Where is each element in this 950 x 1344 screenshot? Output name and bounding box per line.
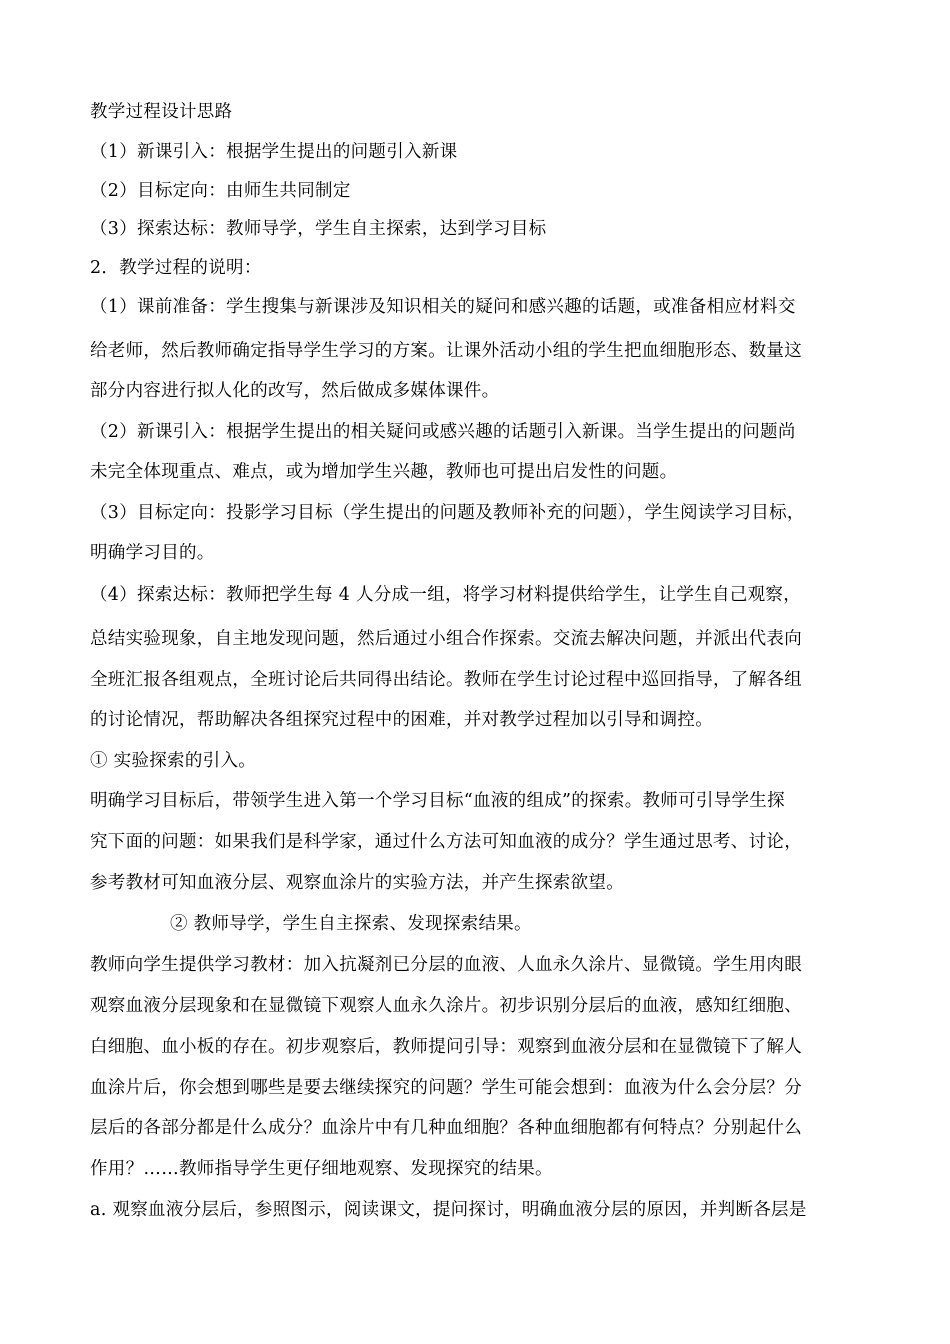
paragraph-line: 观察血液分层现象和在显微镜下观察人血永久涂片。初步识别分层后的血液，感知红细胞、 bbox=[90, 996, 802, 1016]
approach-item-2: （2）目标定向：由师生共同制定 bbox=[90, 181, 351, 201]
paragraph-line: 白细胞、血小板的存在。初步观察后，教师提问引导：观察到血液分层和在显微镜下了解人 bbox=[90, 1037, 802, 1057]
paragraph-line: （2）新课引入：根据学生提出的相关疑问或感兴趣的话题引入新课。当学生提出的问题尚 bbox=[90, 422, 796, 442]
heading-design-approach: 教学过程设计思路 bbox=[90, 102, 233, 122]
paragraph-line: 给老师，然后教师确定指导学生学习的方案。让课外活动小组的学生把血细胞形态、数量这 bbox=[90, 341, 802, 361]
paragraph-line: 层后的各部分都是什么成分？血涂片中有几种血细胞？各种血细胞都有何特点？分别起什么 bbox=[90, 1118, 802, 1138]
paragraph-line: 部分内容进行拟人化的改写，然后做成多媒体课件。 bbox=[90, 381, 500, 401]
paragraph-line: 参考教材可知血液分层、观察血涂片的实验方法，并产生探索欲望。 bbox=[90, 873, 624, 893]
paragraph-line: 究下面的问题：如果我们是科学家，通过什么方法可知血液的成分？学生通过思考、讨论， bbox=[90, 832, 802, 852]
paragraph-line: 明确学习目的。 bbox=[90, 543, 215, 563]
paragraph-line: （1）课前准备：学生搜集与新课涉及知识相关的疑问和感兴趣的话题，或准备相应材料交 bbox=[90, 297, 796, 317]
paragraph-line: 教师向学生提供学习教材：加入抗凝剂已分层的血液、人血永久涂片、显微镜。学生用肉眼 bbox=[90, 955, 802, 975]
paragraph-line: （4）探索达标：教师把学生每 4 人分成一组，将学习材料提供给学生，让学生自己观察， bbox=[90, 585, 801, 605]
paragraph-line: 全班汇报各组观点，全班讨论后共同得出结论。教师在学生讨论过程中巡回指导，了解各组 bbox=[90, 670, 802, 690]
heading-process-notes: 2．教学过程的说明： bbox=[90, 258, 262, 278]
paragraph-line: a. 观察血液分层后，参照图示，阅读课文，提问探讨，明确血液分层的原因，并判断各层是 bbox=[90, 1200, 807, 1220]
paragraph-line: 明确学习目标后，带领学生进入第一个学习目标“血液的组成”的探索。教师可引导学生探 bbox=[90, 791, 785, 811]
paragraph-line: （3）目标定向：投影学习目标（学生提出的问题及教师补充的问题），学生阅读学习目标， bbox=[90, 503, 805, 523]
paragraph-line: 未完全体现重点、难点，或为增加学生兴趣，教师也可提出启发性的问题。 bbox=[90, 462, 678, 482]
approach-item-1: （1）新课引入：根据学生提出的问题引入新课 bbox=[90, 142, 458, 162]
approach-item-3: （3）探索达标：教师导学，学生自主探索，达到学习目标 bbox=[90, 219, 547, 239]
paragraph-line: 总结实验现象，自主地发现问题，然后通过小组合作探索。交流去解决问题，并派出代表向 bbox=[90, 629, 802, 649]
paragraph-line: 的讨论情况，帮助解决各组探究过程中的困难，并对教学过程加以引导和调控。 bbox=[90, 710, 713, 730]
subheading-guided-exploration: ② 教师导学，学生自主探索、发现探索结果。 bbox=[170, 914, 532, 934]
paragraph-line: 作用？……教师指导学生更仔细地观察、发现探究的结果。 bbox=[90, 1159, 553, 1179]
subheading-experiment-intro: ① 实验探索的引入。 bbox=[90, 751, 257, 771]
paragraph-line: 血涂片后，你会想到哪些是要去继续探究的问题？学生可能会想到：血液为什么会分层？分 bbox=[90, 1078, 802, 1098]
